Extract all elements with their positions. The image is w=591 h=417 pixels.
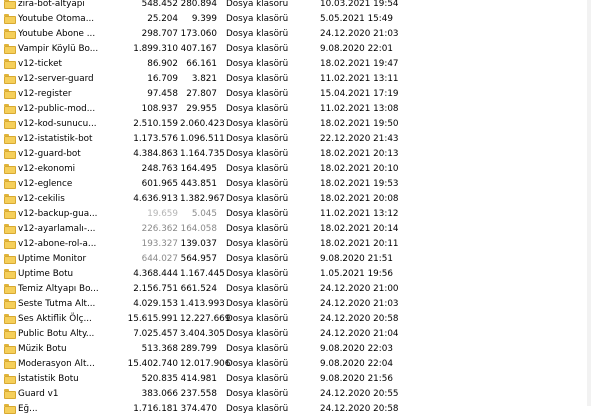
file-type: Dosya klasörü	[226, 149, 289, 159]
file-name: Ses Aktiflik Ölç...	[18, 314, 92, 324]
file-date-modified: 24.12.2020 21:04	[320, 329, 399, 339]
file-row[interactable]	[0, 267, 591, 282]
file-type: Dosya klasörü	[226, 74, 289, 84]
file-row[interactable]	[0, 282, 591, 297]
file-size-primary: 7.025.457	[133, 329, 178, 339]
file-size-secondary: 12.227.669	[180, 314, 231, 324]
file-size-primary: 4.636.913	[133, 194, 178, 204]
file-name: v12-istatistik-bot	[18, 134, 93, 144]
file-date-modified: 22.12.2020 21:43	[320, 134, 399, 144]
folder-icon	[4, 132, 17, 147]
file-row[interactable]	[0, 387, 591, 402]
file-type: Dosya klasörü	[226, 44, 289, 54]
file-size-secondary: 29.955	[186, 104, 217, 114]
file-size-primary: 19.659	[147, 209, 178, 219]
file-name: zira-bot-altyapı	[18, 0, 85, 9]
file-type: Dosya klasörü	[226, 239, 289, 249]
file-date-modified: 24.12.2020 21:03	[320, 29, 399, 39]
file-type: Dosya klasörü	[226, 134, 289, 144]
file-name: v12-guard-bot	[18, 149, 81, 159]
file-row[interactable]	[0, 252, 591, 267]
file-type: Dosya klasörü	[226, 269, 289, 279]
file-size-secondary: 661.524	[180, 284, 217, 294]
file-size-primary: 16.709	[147, 74, 178, 84]
file-row[interactable]	[0, 117, 591, 132]
file-name: v12-ticket	[18, 59, 62, 69]
file-type: Dosya klasörü	[226, 194, 289, 204]
file-size-secondary: 12.017.906	[180, 359, 231, 369]
file-date-modified: 24.12.2020 21:03	[320, 299, 399, 309]
file-date-modified: 18.02.2021 19:53	[320, 179, 399, 189]
file-type: Dosya klasörü	[226, 209, 289, 219]
folder-icon	[4, 177, 17, 192]
file-date-modified: 9.08.2020 22:04	[320, 359, 393, 369]
file-date-modified: 9.08.2020 22:03	[320, 344, 393, 354]
file-date-modified: 5.05.2021 15:49	[320, 14, 393, 24]
file-name: Youtube Abone ...	[18, 29, 96, 39]
file-type: Dosya klasörü	[226, 119, 289, 129]
folder-icon	[4, 147, 17, 162]
folder-icon	[4, 57, 17, 72]
file-type: Dosya klasörü	[226, 299, 289, 309]
file-size-primary: 2.156.751	[133, 284, 178, 294]
file-size-secondary: 564.957	[180, 254, 217, 264]
file-date-modified: 9.08.2020 21:51	[320, 254, 393, 264]
file-name: Youtube Otoma...	[18, 14, 95, 24]
file-date-modified: 18.02.2021 19:50	[320, 119, 399, 129]
folder-icon	[4, 387, 17, 402]
file-size-primary: 298.707	[141, 29, 178, 39]
file-size-secondary: 280.894	[180, 0, 217, 9]
file-type: Dosya klasörü	[226, 344, 289, 354]
file-size-secondary: 407.167	[180, 44, 217, 54]
file-name: v12-server-guard	[18, 74, 94, 84]
file-type: Dosya klasörü	[226, 374, 289, 384]
file-name: v12-public-mod...	[18, 104, 96, 114]
folder-icon	[4, 357, 17, 372]
file-row[interactable]	[0, 12, 591, 27]
file-type: Dosya klasörü	[226, 89, 289, 99]
file-type: Dosya klasörü	[226, 179, 289, 189]
file-name: Eğ...	[18, 404, 38, 414]
file-size-secondary: 414.981	[180, 374, 217, 384]
folder-icon	[4, 192, 17, 207]
file-size-secondary: 1.096.511	[180, 134, 225, 144]
file-name: Uptime Botu	[18, 269, 74, 279]
file-row[interactable]	[0, 207, 591, 222]
file-date-modified: 11.02.2021 13:11	[320, 74, 399, 84]
file-size-primary: 15.615.991	[127, 314, 178, 324]
file-size-secondary: 5.045	[191, 209, 217, 219]
file-date-modified: 11.02.2021 13:08	[320, 104, 399, 114]
file-date-modified: 11.02.2021 13:12	[320, 209, 399, 219]
file-row[interactable]	[0, 192, 591, 207]
file-size-secondary: 289.799	[180, 344, 217, 354]
file-row[interactable]	[0, 372, 591, 387]
folder-icon	[4, 327, 17, 342]
folder-icon	[4, 252, 17, 267]
file-date-modified: 18.02.2021 20:08	[320, 194, 399, 204]
file-size-primary: 548.452	[141, 0, 178, 9]
file-size-primary: 86.902	[147, 59, 178, 69]
file-date-modified: 18.02.2021 20:14	[320, 224, 399, 234]
file-size-primary: 644.027	[141, 254, 178, 264]
file-row[interactable]	[0, 132, 591, 147]
folder-icon	[4, 12, 17, 27]
folder-icon	[4, 72, 17, 87]
file-type: Dosya klasörü	[226, 254, 289, 264]
file-size-primary: 520.835	[141, 374, 178, 384]
file-size-primary: 108.937	[141, 104, 178, 114]
file-date-modified: 1.05.2021 19:56	[320, 269, 393, 279]
folder-icon	[4, 282, 17, 297]
file-date-modified: 24.12.2020 21:00	[320, 284, 399, 294]
file-row[interactable]	[0, 57, 591, 72]
file-size-primary: 25.204	[147, 14, 178, 24]
file-size-secondary: 27.807	[186, 89, 217, 99]
file-name: v12-register	[18, 89, 72, 99]
folder-icon	[4, 237, 17, 252]
file-name: Seste Tutma Alt...	[18, 299, 96, 309]
file-size-secondary: 9.399	[191, 14, 217, 24]
file-type: Dosya klasörü	[226, 389, 289, 399]
file-type: Dosya klasörü	[226, 164, 289, 174]
file-type: Dosya klasörü	[226, 0, 289, 9]
file-date-modified: 15.04.2021 17:19	[320, 89, 399, 99]
file-size-primary: 4.029.153	[133, 299, 178, 309]
file-name: Uptime Monitor	[18, 254, 87, 264]
file-size-primary: 383.066	[141, 389, 178, 399]
folder-icon	[4, 402, 17, 417]
folder-icon	[4, 0, 17, 12]
file-size-primary: 4.368.444	[133, 269, 178, 279]
file-size-primary: 193.327	[141, 239, 178, 249]
file-size-secondary: 237.558	[180, 389, 217, 399]
folder-icon	[4, 162, 17, 177]
folder-icon	[4, 207, 17, 222]
file-type: Dosya klasörü	[226, 284, 289, 294]
file-size-secondary: 173.060	[180, 29, 217, 39]
file-size-primary: 1.716.181	[133, 404, 178, 414]
file-row[interactable]	[0, 357, 591, 372]
file-name: Müzik Botu	[18, 344, 67, 354]
file-name: v12-eglence	[18, 179, 73, 189]
file-type: Dosya klasörü	[226, 14, 289, 24]
file-size-secondary: 139.037	[180, 239, 217, 249]
folder-icon	[4, 372, 17, 387]
file-row[interactable]	[0, 177, 591, 192]
file-name: Public Botu Alty...	[18, 329, 95, 339]
file-date-modified: 9.08.2020 21:56	[320, 374, 393, 384]
vertical-scrollbar[interactable]	[587, 0, 591, 406]
file-row[interactable]	[0, 147, 591, 162]
file-size-primary: 2.510.159	[133, 119, 178, 129]
file-size-secondary: 2.060.423	[180, 119, 225, 129]
file-name: v12-cekilis	[18, 194, 65, 204]
file-date-modified: 24.12.2020 20:58	[320, 404, 399, 414]
file-date-modified: 18.02.2021 20:13	[320, 149, 399, 159]
file-size-secondary: 1.413.993	[180, 299, 225, 309]
file-size-secondary: 3.821	[191, 74, 217, 84]
file-row[interactable]	[0, 327, 591, 342]
folder-icon	[4, 87, 17, 102]
file-row[interactable]	[0, 72, 591, 87]
file-type: Dosya klasörü	[226, 104, 289, 114]
file-type: Dosya klasörü	[226, 224, 289, 234]
file-name: v12-abone-rol-a...	[18, 239, 97, 249]
file-size-primary: 15.402.740	[127, 359, 178, 369]
file-size-primary: 1.899.310	[133, 44, 178, 54]
file-row[interactable]	[0, 237, 591, 252]
file-size-secondary: 443.851	[180, 179, 217, 189]
file-size-secondary: 164.495	[180, 164, 217, 174]
folder-icon	[4, 222, 17, 237]
file-date-modified: 18.02.2021 20:10	[320, 164, 399, 174]
file-row[interactable]	[0, 402, 591, 417]
file-date-modified: 18.02.2021 19:47	[320, 59, 399, 69]
file-size-secondary: 1.382.967	[180, 194, 225, 204]
file-date-modified: 24.12.2020 20:58	[320, 314, 399, 324]
file-type: Dosya klasörü	[226, 29, 289, 39]
file-date-modified: 10.03.2021 19:54	[320, 0, 399, 9]
file-name: İstatistik Botu	[18, 374, 79, 384]
file-size-secondary: 1.164.735	[180, 149, 225, 159]
folder-icon	[4, 267, 17, 282]
file-name: v12-backup-gua...	[18, 209, 98, 219]
file-name: Temiz Altyapı Bo...	[18, 284, 99, 294]
file-name: Moderasyon Alt...	[18, 359, 95, 369]
file-type: Dosya klasörü	[226, 404, 289, 414]
file-type: Dosya klasörü	[226, 329, 289, 339]
file-date-modified: 24.12.2020 20:55	[320, 389, 399, 399]
file-row[interactable]	[0, 162, 591, 177]
file-row[interactable]	[0, 27, 591, 42]
file-row[interactable]	[0, 102, 591, 117]
file-row[interactable]	[0, 312, 591, 327]
file-row[interactable]	[0, 0, 591, 12]
file-row[interactable]	[0, 222, 591, 237]
file-size-secondary: 66.161	[186, 59, 217, 69]
file-size-primary: 513.368	[141, 344, 178, 354]
file-name: Guard v1	[18, 389, 59, 399]
file-size-primary: 1.173.576	[133, 134, 178, 144]
file-size-primary: 4.384.863	[133, 149, 178, 159]
file-row[interactable]	[0, 87, 591, 102]
file-size-secondary: 374.470	[180, 404, 217, 414]
file-name: v12-ayarlamalı-...	[18, 224, 96, 234]
folder-icon	[4, 312, 17, 327]
file-size-primary: 601.965	[141, 179, 178, 189]
file-size-secondary: 1.167.445	[180, 269, 225, 279]
file-row[interactable]	[0, 342, 591, 357]
file-date-modified: 18.02.2021 20:11	[320, 239, 399, 249]
folder-icon	[4, 117, 17, 132]
file-size-secondary: 164.058	[180, 224, 217, 234]
file-type: Dosya klasörü	[226, 359, 289, 369]
file-type: Dosya klasörü	[226, 314, 289, 324]
file-size-primary: 97.458	[147, 89, 178, 99]
folder-icon	[4, 342, 17, 357]
folder-icon	[4, 297, 17, 312]
folder-icon	[4, 27, 17, 42]
file-size-secondary: 3.404.305	[180, 329, 225, 339]
file-name: v12-ekonomi	[18, 164, 76, 174]
file-type: Dosya klasörü	[226, 59, 289, 69]
file-size-primary: 226.362	[141, 224, 178, 234]
file-name: Vampir Köylü Bo...	[18, 44, 99, 54]
file-size-primary: 248.763	[141, 164, 178, 174]
folder-icon	[4, 42, 17, 57]
file-name: v12-kod-sunucu...	[18, 119, 97, 129]
file-date-modified: 9.08.2020 22:01	[320, 44, 393, 54]
file-row[interactable]	[0, 297, 591, 312]
folder-icon	[4, 102, 17, 117]
file-row[interactable]	[0, 42, 591, 57]
